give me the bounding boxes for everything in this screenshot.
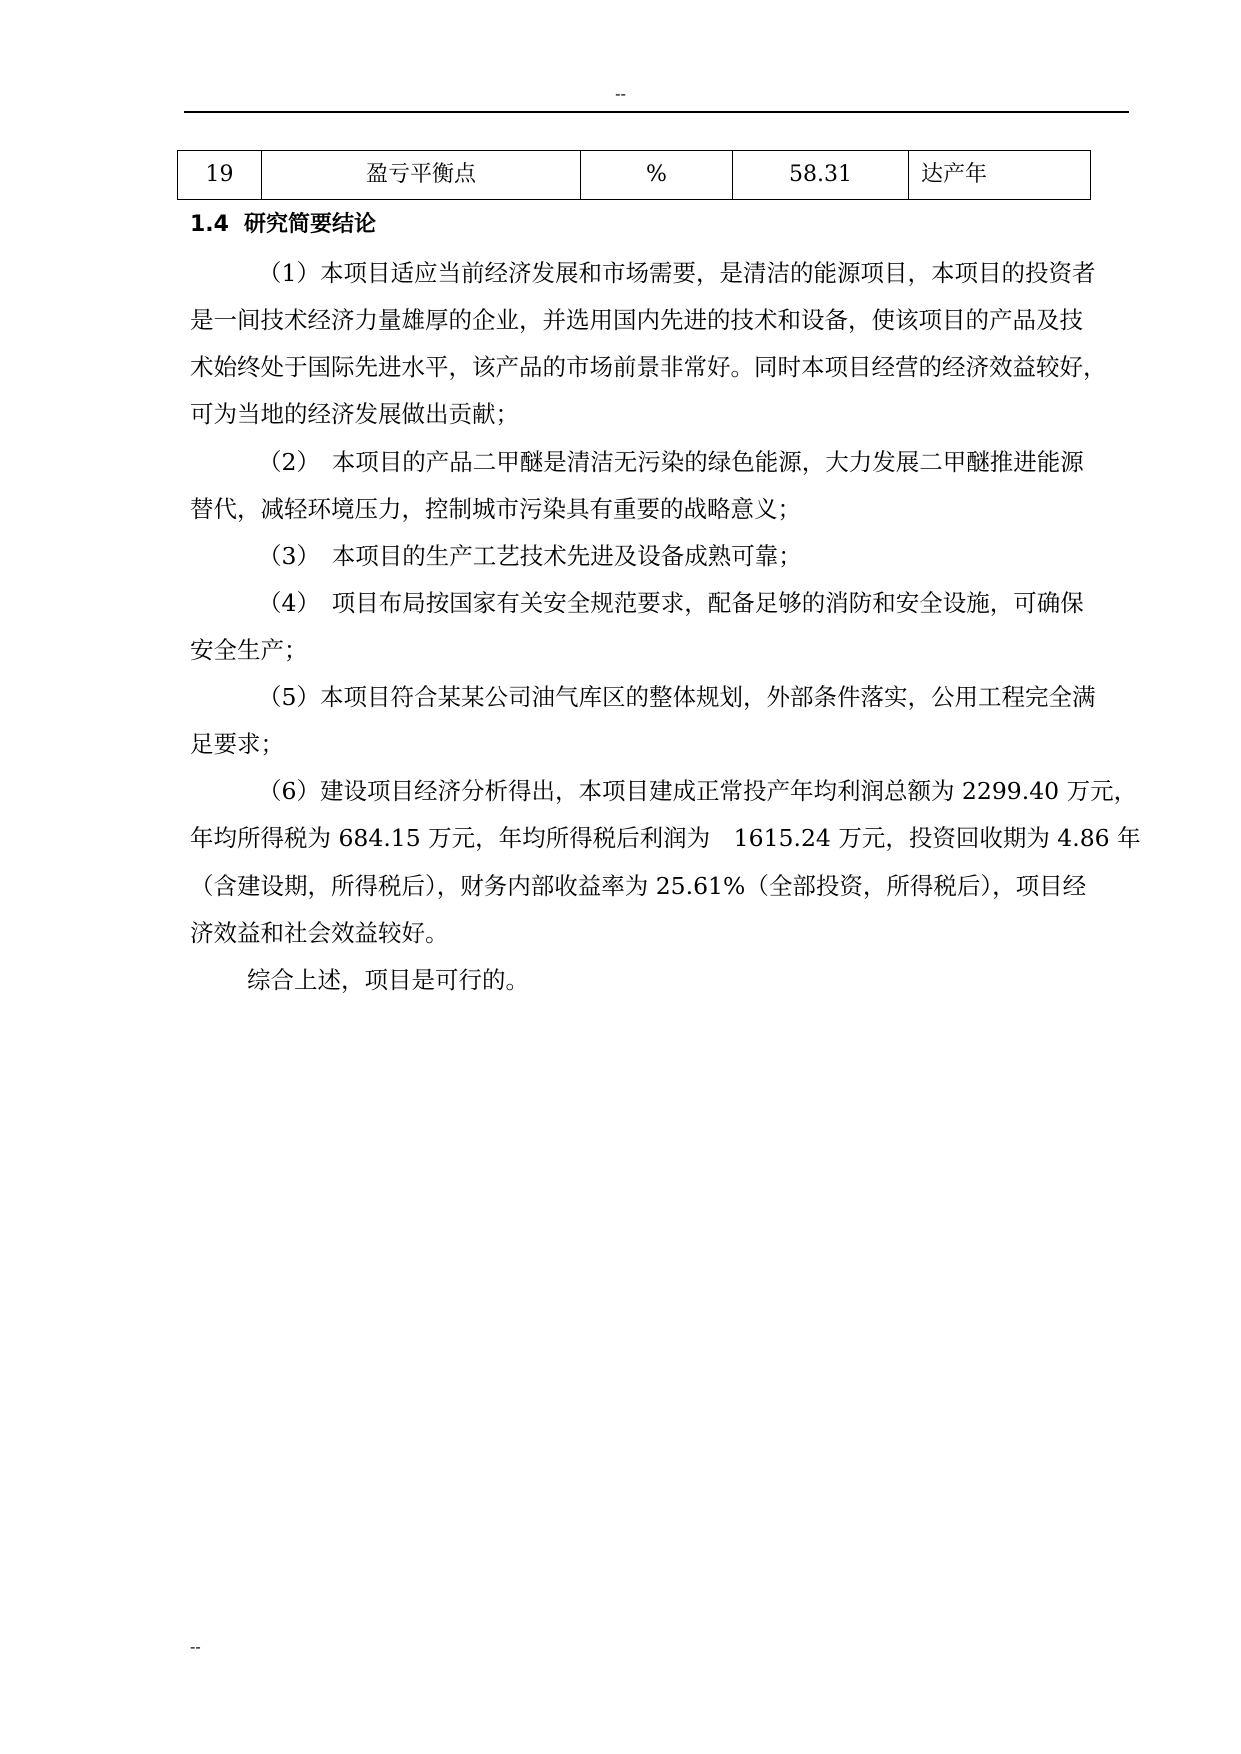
paragraph-line: 术始终处于国际先进水平，该产品的市场前景非常好。同时本项目经营的经济效益较好，	[190, 353, 1107, 381]
table-row	[178, 151, 1091, 200]
paragraph-line: 济效益和社会效益较好。	[190, 919, 449, 947]
paragraph-line: （3） 本项目的生产工艺技术先进及设备成熟可靠；	[258, 542, 802, 570]
note-cell: 达产年	[909, 151, 1091, 200]
paragraph-line: （4） 项目布局按国家有关安全规范要求，配备足够的消防和安全设施，可确保	[258, 589, 1084, 617]
section-number: 1.4	[190, 212, 229, 237]
paragraph-line: （5）本项目符合某某公司油气库区的整体规划，外部条件落实，公用工程完全满	[258, 683, 1096, 711]
section-heading	[190, 210, 376, 240]
unit-cell: %	[581, 151, 733, 200]
conclusion-line: 综合上述，项目是可行的。	[247, 966, 529, 994]
paragraph-line: （2） 本项目的产品二甲醚是清洁无污染的绿色能源，大力发展二甲醚推进能源	[258, 448, 1084, 476]
paragraph-line: 年均所得税为 684.15 万元，年均所得税后利润为 1615.24 万元，投资回收期为 4.86 年	[190, 824, 1141, 852]
paragraph-line: 替代，减轻环境压力，控制城市污染具有重要的战略意义；	[190, 495, 801, 523]
row-index-cell: 19	[178, 151, 262, 200]
paragraph-line: 足要求；	[190, 730, 284, 758]
paragraph-line: （6）建设项目经济分析得出，本项目建成正常投产年均利润总额为 2299.40 万元，	[258, 777, 1138, 805]
page-header-mark: --	[615, 84, 626, 103]
item-name-cell: 盈亏平衡点	[262, 151, 581, 200]
value-cell: 58.31	[733, 151, 909, 200]
paragraph-line: 安全生产；	[190, 636, 308, 664]
header-rule	[184, 111, 1129, 113]
page-footer-mark: --	[190, 1637, 201, 1656]
paragraph-line: （1）本项目适应当前经济发展和市场需要，是清洁的能源项目，本项目的投资者	[258, 259, 1096, 287]
paragraph-line: （含建设期，所得税后），财务内部收益率为 25.61%（全部投资，所得税后），项目经	[190, 872, 1087, 900]
indicator-table	[177, 150, 1091, 200]
paragraph-line: 是一间技术经济力量雄厚的企业，并选用国内先进的技术和设备，使该项目的产品及技	[190, 306, 1083, 334]
paragraph-line: 可为当地的经济发展做出贡献；	[190, 400, 519, 428]
section-title: 研究简要结论	[244, 212, 377, 237]
